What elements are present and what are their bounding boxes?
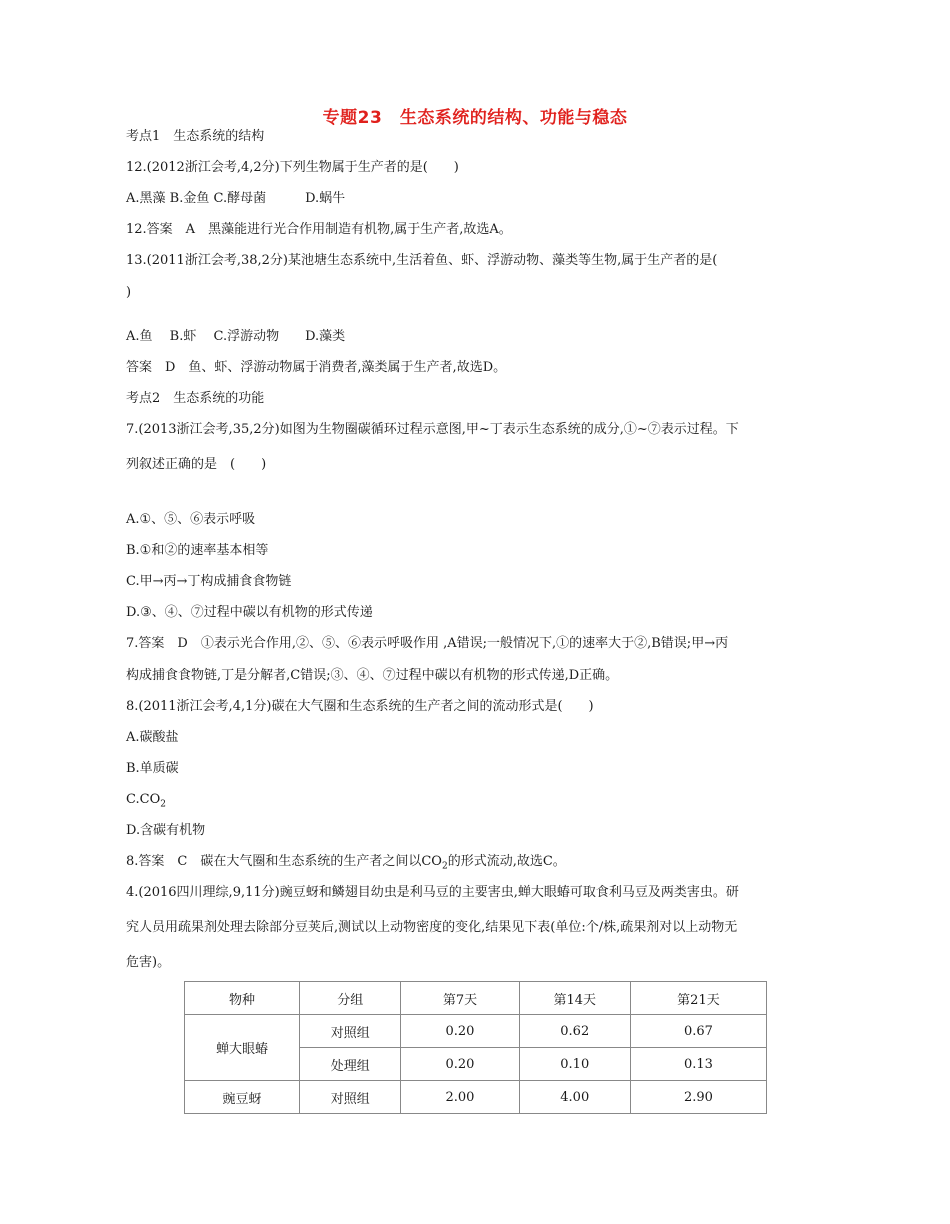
answer-option: A.碳酸盐 xyxy=(126,730,179,745)
group-cell: 处理组 xyxy=(300,1048,401,1081)
table-header-row xyxy=(185,982,767,1015)
group-cell: 对照组 xyxy=(300,1015,401,1048)
subscript: 2 xyxy=(441,861,448,872)
answer-option: D.③、④、⑦过程中碳以有机物的形式传递 xyxy=(126,605,373,620)
table-header-cell: 分组 xyxy=(300,982,401,1015)
table-cell: 0.13 xyxy=(630,1048,766,1081)
question-text-continued: 列叙述正确的是 ( ) xyxy=(126,457,267,472)
table-cell: 0.20 xyxy=(401,1048,519,1081)
question-text: 4.(2016四川理综,9,11分)豌豆蚜和鳞翅目幼虫是利马豆的主要害虫,蝉大眼蝽可取食利马豆及两类害虫。研 xyxy=(126,885,739,900)
table-cell: 0.62 xyxy=(519,1015,630,1048)
question-text-continued: 危害)。 xyxy=(126,955,171,970)
document-body xyxy=(126,127,826,973)
explanation-text: 的形式流动,故选C。 xyxy=(447,854,566,869)
results-table xyxy=(184,981,767,1114)
answer-explanation-continued: 构成捕食食物链,丁是分解者,C错误;③、④、⑦过程中碳以有机物的形式传递,D正确。 xyxy=(126,668,619,683)
answer-option: A.①、⑤、⑥表示呼吸 xyxy=(126,512,256,527)
answer-option: D.含碳有机物 xyxy=(126,823,206,838)
page-title: 专题23 生态系统的结构、功能与稳态 xyxy=(322,108,628,128)
section-heading: 考点2 生态系统的功能 xyxy=(126,391,265,406)
table-cell: 2.00 xyxy=(401,1081,519,1114)
answer-explanation: 12.答案 A 黑藻能进行光合作用制造有机物,属于生产者,故选A。 xyxy=(126,222,512,237)
table-header-cell: 物种 xyxy=(185,982,300,1015)
answer-explanation xyxy=(126,852,826,872)
table-header-cell: 第14天 xyxy=(519,982,630,1015)
table-row xyxy=(185,1081,767,1114)
answer-options: A.鱼 B.虾 C.浮游动物 D.藻类 xyxy=(126,329,346,344)
group-cell: 对照组 xyxy=(300,1081,401,1114)
question-text: 12.(2012浙江会考,4,2分)下列生物属于生产者的是( ) xyxy=(126,160,459,175)
answer-explanation: 7.答案 D ①表示光合作用,②、⑤、⑥表示呼吸作用 ,A错误;一般情况下,①的速率大于②,B错误;甲→丙 xyxy=(126,636,729,651)
question-text-continued: 究人员用疏果剂处理去除部分豆荚后,测试以上动物密度的变化,结果见下表(单位:个/株,疏果剂对以上动物无 xyxy=(126,920,738,935)
table-header-cell: 第21天 xyxy=(630,982,766,1015)
option-text: C.CO xyxy=(126,792,161,807)
question-text: 13.(2011浙江会考,38,2分)某池塘生态系统中,生活着鱼、虾、浮游动物、藻类等生物,属于生产者的是( xyxy=(126,253,718,268)
answer-option xyxy=(126,790,826,810)
answer-option: B.①和②的速率基本相等 xyxy=(126,543,269,558)
answer-options: A.黑藻 B.金鱼 C.酵母菌 D.蜗牛 xyxy=(126,191,346,206)
species-cell: 豌豆蚜 xyxy=(185,1081,300,1114)
species-cell: 蝉大眼蝽 xyxy=(185,1015,300,1081)
answer-option: B.单质碳 xyxy=(126,761,179,776)
table-row xyxy=(185,1015,767,1048)
answer-explanation: 答案 D 鱼、虾、浮游动物属于消费者,藻类属于生产者,故选D。 xyxy=(126,360,507,375)
section-heading: 考点1 生态系统的结构 xyxy=(126,129,265,144)
explanation-text: 8.答案 C 碳在大气圈和生态系统的生产者之间以CO xyxy=(126,854,442,869)
table-cell: 0.67 xyxy=(630,1015,766,1048)
question-text-continued: ) xyxy=(126,285,132,300)
subscript: 2 xyxy=(160,799,166,810)
table-cell: 2.90 xyxy=(630,1081,766,1114)
table-cell: 0.20 xyxy=(401,1015,519,1048)
table-cell: 4.00 xyxy=(519,1081,630,1114)
question-text: 7.(2013浙江会考,35,2分)如图为生物圈碳循环过程示意图,甲~丁表示生态系统的成分,①~⑦表示过程。下 xyxy=(126,422,739,437)
answer-option: C.甲→丙→丁构成捕食食物链 xyxy=(126,574,292,589)
table-header-cell: 第7天 xyxy=(401,982,519,1015)
question-text: 8.(2011浙江会考,4,1分)碳在大气圈和生态系统的生产者之间的流动形式是( ) xyxy=(126,699,594,714)
table-cell: 0.10 xyxy=(519,1048,630,1081)
